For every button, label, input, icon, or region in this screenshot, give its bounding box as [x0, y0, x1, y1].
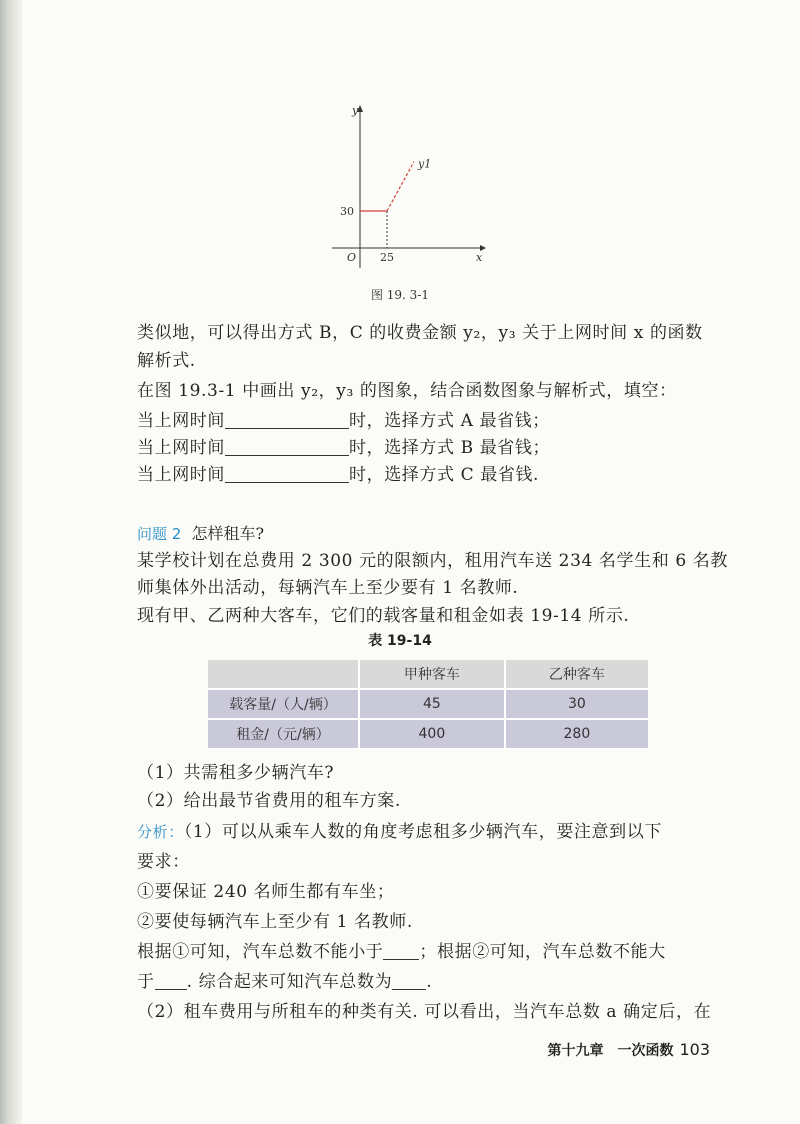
page-number: 103 — [679, 1040, 710, 1059]
blank-answer-A[interactable] — [225, 410, 349, 429]
analysis-text: （1）可以从乘车人数的角度考虑租多少辆汽车，要注意到以下 — [183, 822, 662, 842]
problem-2-heading — [137, 521, 264, 544]
reasoning-text: . — [426, 972, 433, 992]
fill-in-row-C — [137, 464, 539, 486]
blank-max-total[interactable] — [155, 971, 187, 990]
series-label-y1 — [417, 158, 431, 171]
table-row — [208, 719, 648, 749]
question-1: （1）共需租多少辆汽车? — [137, 763, 335, 783]
problem-2-desc-line1: 某学校计划在总费用 2 300 元的限额内，租用汽车送 234 名学生和 6 名教 — [137, 551, 728, 571]
fill-in-prefix: 当上网时间 — [137, 411, 225, 431]
analysis-part-2: （2）租车费用与所租车的种类有关. 可以看出，当汽车总数 a 确定后，在 — [137, 1002, 712, 1022]
table-header-cell: 乙种客车 — [505, 660, 648, 689]
table-cell: 租金/（元/辆） — [208, 719, 359, 749]
series-label-text: y1 — [418, 157, 432, 171]
page-footer — [547, 1040, 710, 1060]
blank-answer-B[interactable] — [225, 437, 349, 456]
table-cell: 400 — [359, 719, 505, 749]
question-2: （2）给出最节省费用的租车方案. — [137, 791, 401, 811]
analysis-line1 — [137, 821, 662, 843]
table-cell: 45 — [359, 689, 505, 719]
analysis-label: 分析： — [137, 823, 184, 841]
table-header-row — [208, 660, 648, 689]
reasoning-text: . 综合起来可知汽车总数为 — [186, 972, 393, 992]
reasoning-text: ；根据②可知，汽车总数不能大 — [419, 942, 666, 962]
analysis-line2: 要求： — [137, 852, 190, 872]
y-axis-label: y — [352, 104, 359, 117]
chapter-title: 第十九章 一次函数 — [547, 1043, 674, 1059]
blank-answer-C[interactable] — [225, 464, 349, 483]
fill-in-row-B — [137, 437, 550, 459]
paragraph-similar-line1: 类似地，可以得出方式 B，C 的收费金额 y₂，y₃ 关于上网时间 x 的函数 — [137, 323, 703, 343]
fill-in-suffix-B: 时，选择方式 B 最省钱； — [349, 438, 551, 458]
fill-in-suffix-C: 时，选择方式 C 最省钱. — [349, 465, 540, 485]
table-header-cell: 甲种客车 — [359, 660, 505, 689]
fill-in-suffix-A: 时，选择方式 A 最省钱； — [349, 411, 550, 431]
problem-2-table-intro: 现有甲、乙两种大客车，它们的载客量和租金如表 19-14 所示. — [137, 606, 630, 626]
x-tick-label: 25 — [380, 251, 394, 264]
fill-in-row-A — [137, 410, 550, 432]
condition-2: ②要使每辆汽车上至少有 1 名教师. — [137, 912, 413, 932]
fill-in-prefix: 当上网时间 — [137, 438, 225, 458]
blank-min-total[interactable] — [383, 941, 419, 960]
paragraph-draw-graph: 在图 19.3-1 中画出 y₂，y₃ 的图象，结合函数图象与解析式，填空： — [137, 381, 677, 401]
reasoning-line1 — [137, 941, 666, 963]
condition-1: ①要保证 240 名师生都有车坐； — [137, 882, 395, 902]
table-cell: 280 — [505, 719, 648, 749]
origin-label: O — [347, 251, 357, 264]
x-axis-label: x — [476, 251, 483, 264]
table-title: 表 19-14 — [368, 633, 432, 649]
table-cell: 30 — [505, 689, 648, 719]
y1-rising-segment — [387, 162, 414, 211]
table-cell: 载客量/（人/辆） — [208, 689, 359, 719]
problem-2-desc-line2: 师集体外出活动，每辆汽车上至少要有 1 名教师. — [137, 578, 519, 598]
page-edge-shadow — [0, 0, 22, 1124]
reasoning-text: 于 — [137, 972, 155, 992]
paragraph-similar-line2: 解析式. — [137, 351, 196, 371]
blank-total[interactable] — [392, 971, 426, 990]
problem-2-label: 问题 2 — [137, 525, 182, 543]
table-header-cell — [208, 660, 359, 689]
reasoning-text: 根据①可知，汽车总数不能小于 — [137, 942, 384, 962]
y-tick-label: 30 — [340, 205, 354, 218]
figure-caption: 图 19. 3-1 — [370, 288, 430, 302]
function-graph — [320, 98, 490, 278]
table-row — [208, 689, 648, 719]
fill-in-prefix: 当上网时间 — [137, 465, 225, 485]
problem-2-title: 怎样租车? — [191, 524, 265, 543]
bus-table — [208, 660, 648, 750]
reasoning-line2 — [137, 971, 432, 993]
